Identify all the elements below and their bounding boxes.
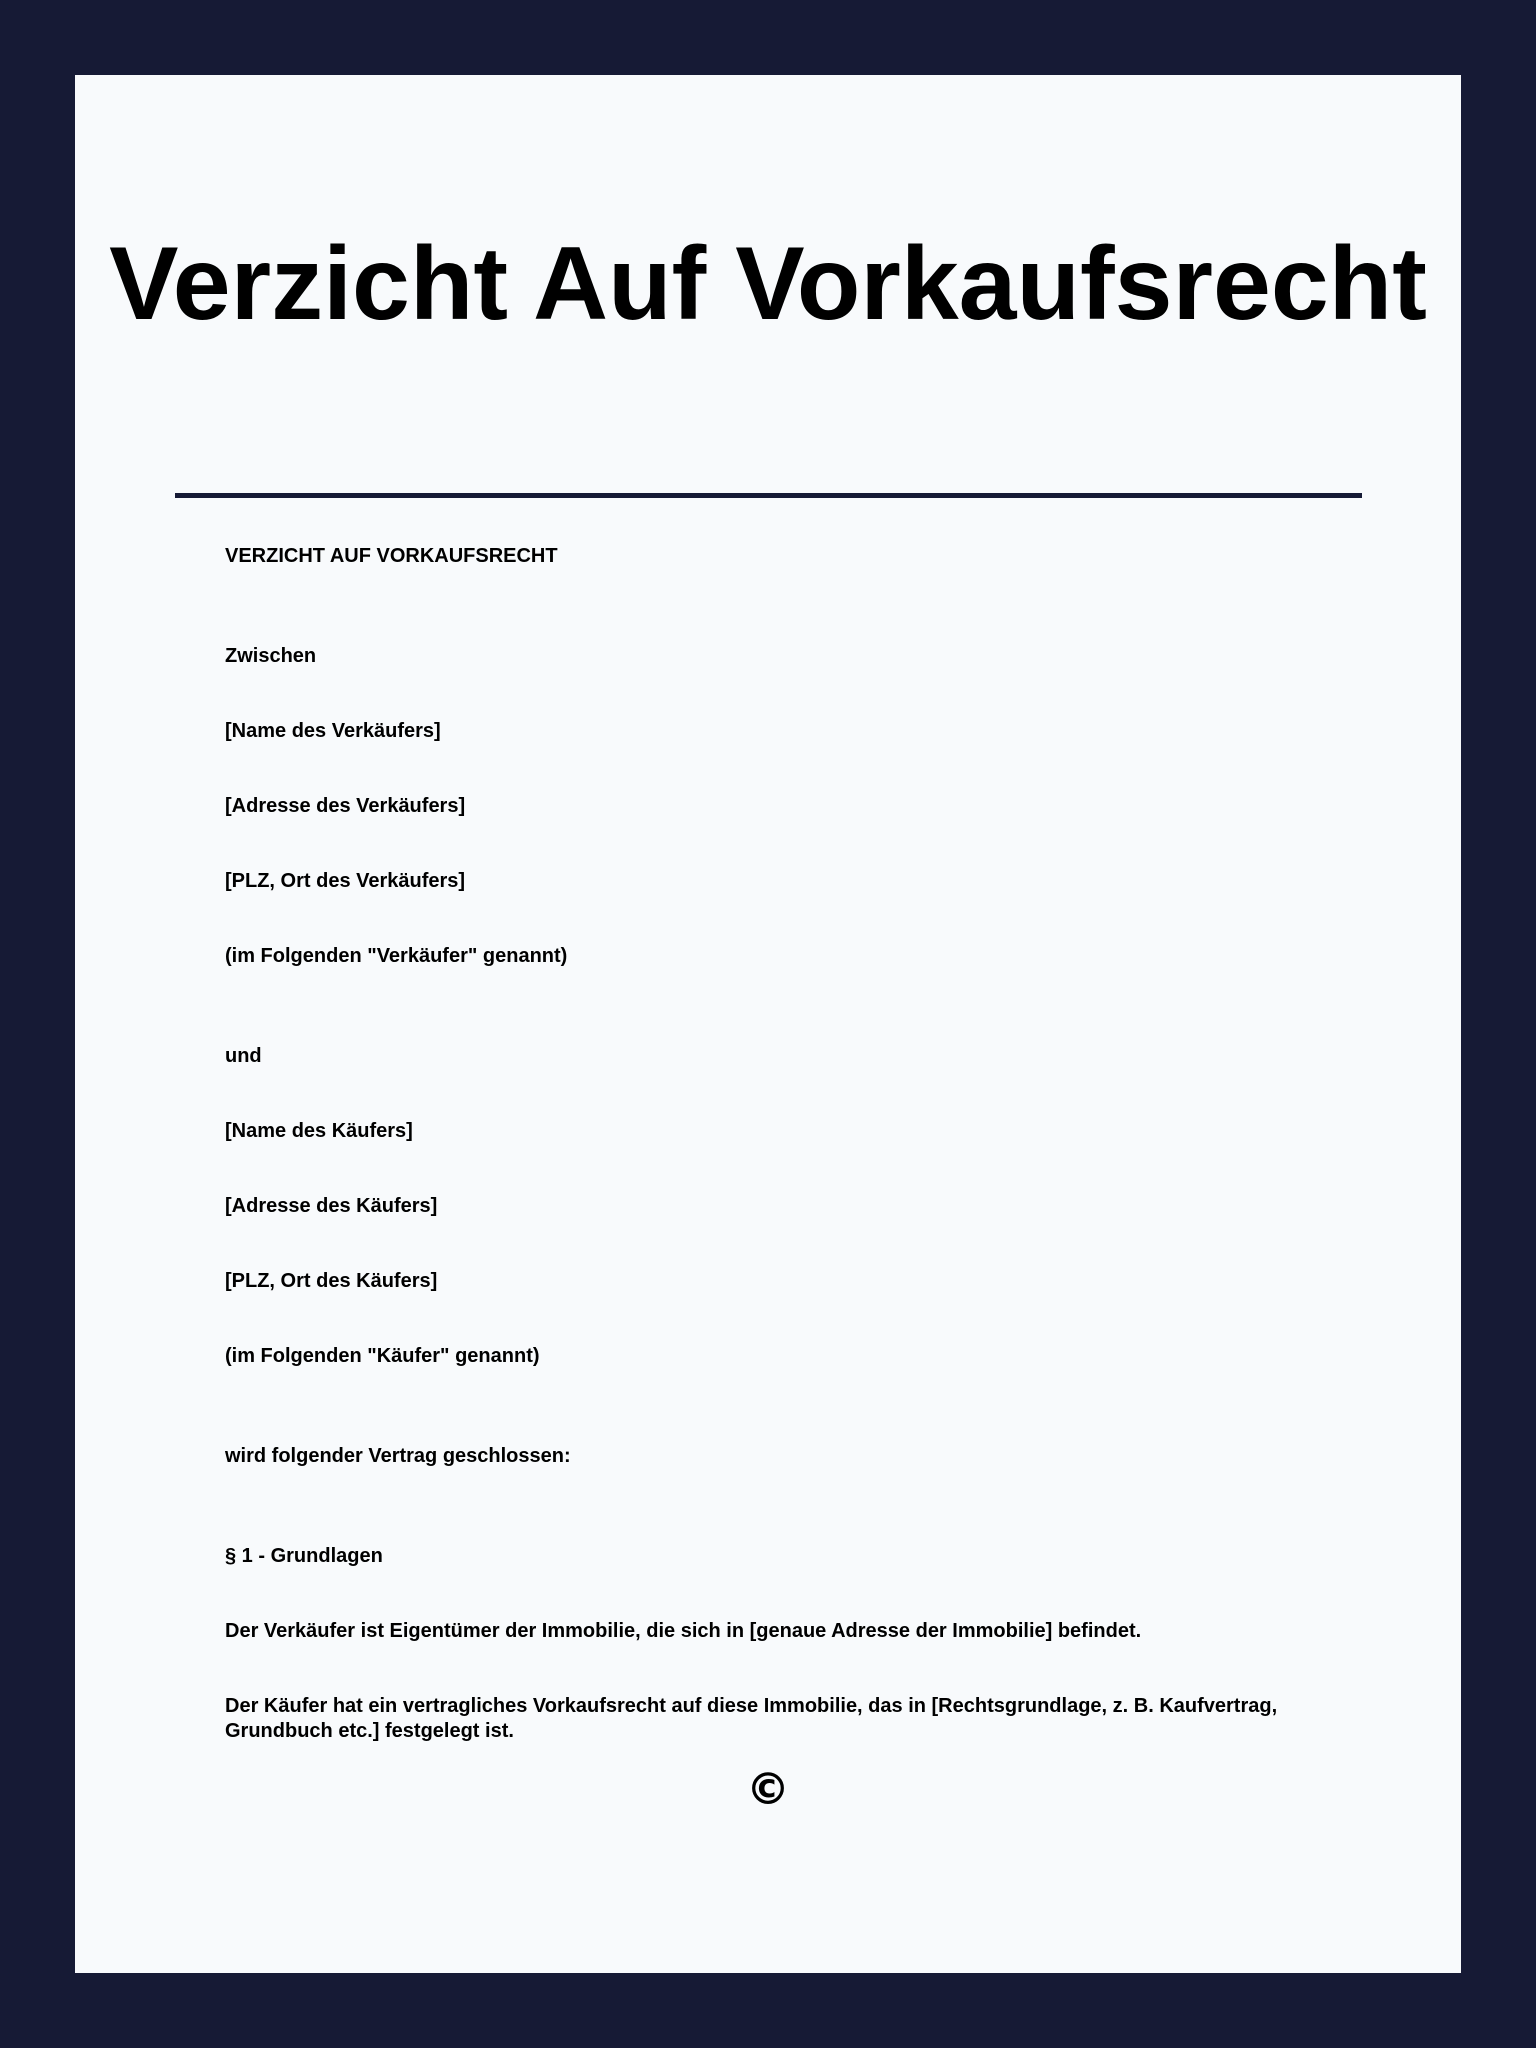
buyer-address: [Adresse des Käufers] (225, 1195, 438, 1217)
buyer-city: [PLZ, Ort des Käufers] (225, 1270, 438, 1292)
seller-city: [PLZ, Ort des Verkäufers] (225, 870, 466, 892)
document-title: Verzicht Auf Vorkaufsrecht (109, 226, 1427, 342)
copyright-icon: © (746, 1764, 790, 1815)
title-divider (175, 493, 1362, 498)
buyer-name: [Name des Käufers] (225, 1120, 413, 1142)
document-page (75, 75, 1461, 1973)
seller-name: [Name des Verkäufers] (225, 720, 441, 742)
section-1-paragraph-1: Der Verkäufer ist Eigentümer der Immobilie, die sich in [genaue Adresse der Immobilie] befindet. (225, 1620, 1142, 1642)
buyer-alias: (im Folgenden "Käufer" genannt) (225, 1345, 540, 1367)
section-1-paragraph-2: Der Käufer hat ein vertragliches Vorkaufsrecht auf diese Immobilie, das in [Rechtsgrundlage, z. B. Kaufvertrag, Grundbuch etc.] festgelegt ist. (225, 1695, 1278, 1742)
conjunction-text: und (225, 1045, 262, 1067)
seller-alias: (im Folgenden "Verkäufer" genannt) (225, 945, 568, 967)
intro-text: Zwischen (225, 645, 317, 667)
document-heading: VERZICHT AUF VORKAUFSRECHT (225, 545, 558, 567)
seller-address: [Adresse des Verkäufers] (225, 795, 466, 817)
section-1-title: § 1 - Grundlagen (225, 1545, 383, 1567)
contract-statement: wird folgender Vertrag geschlossen: (225, 1445, 571, 1467)
